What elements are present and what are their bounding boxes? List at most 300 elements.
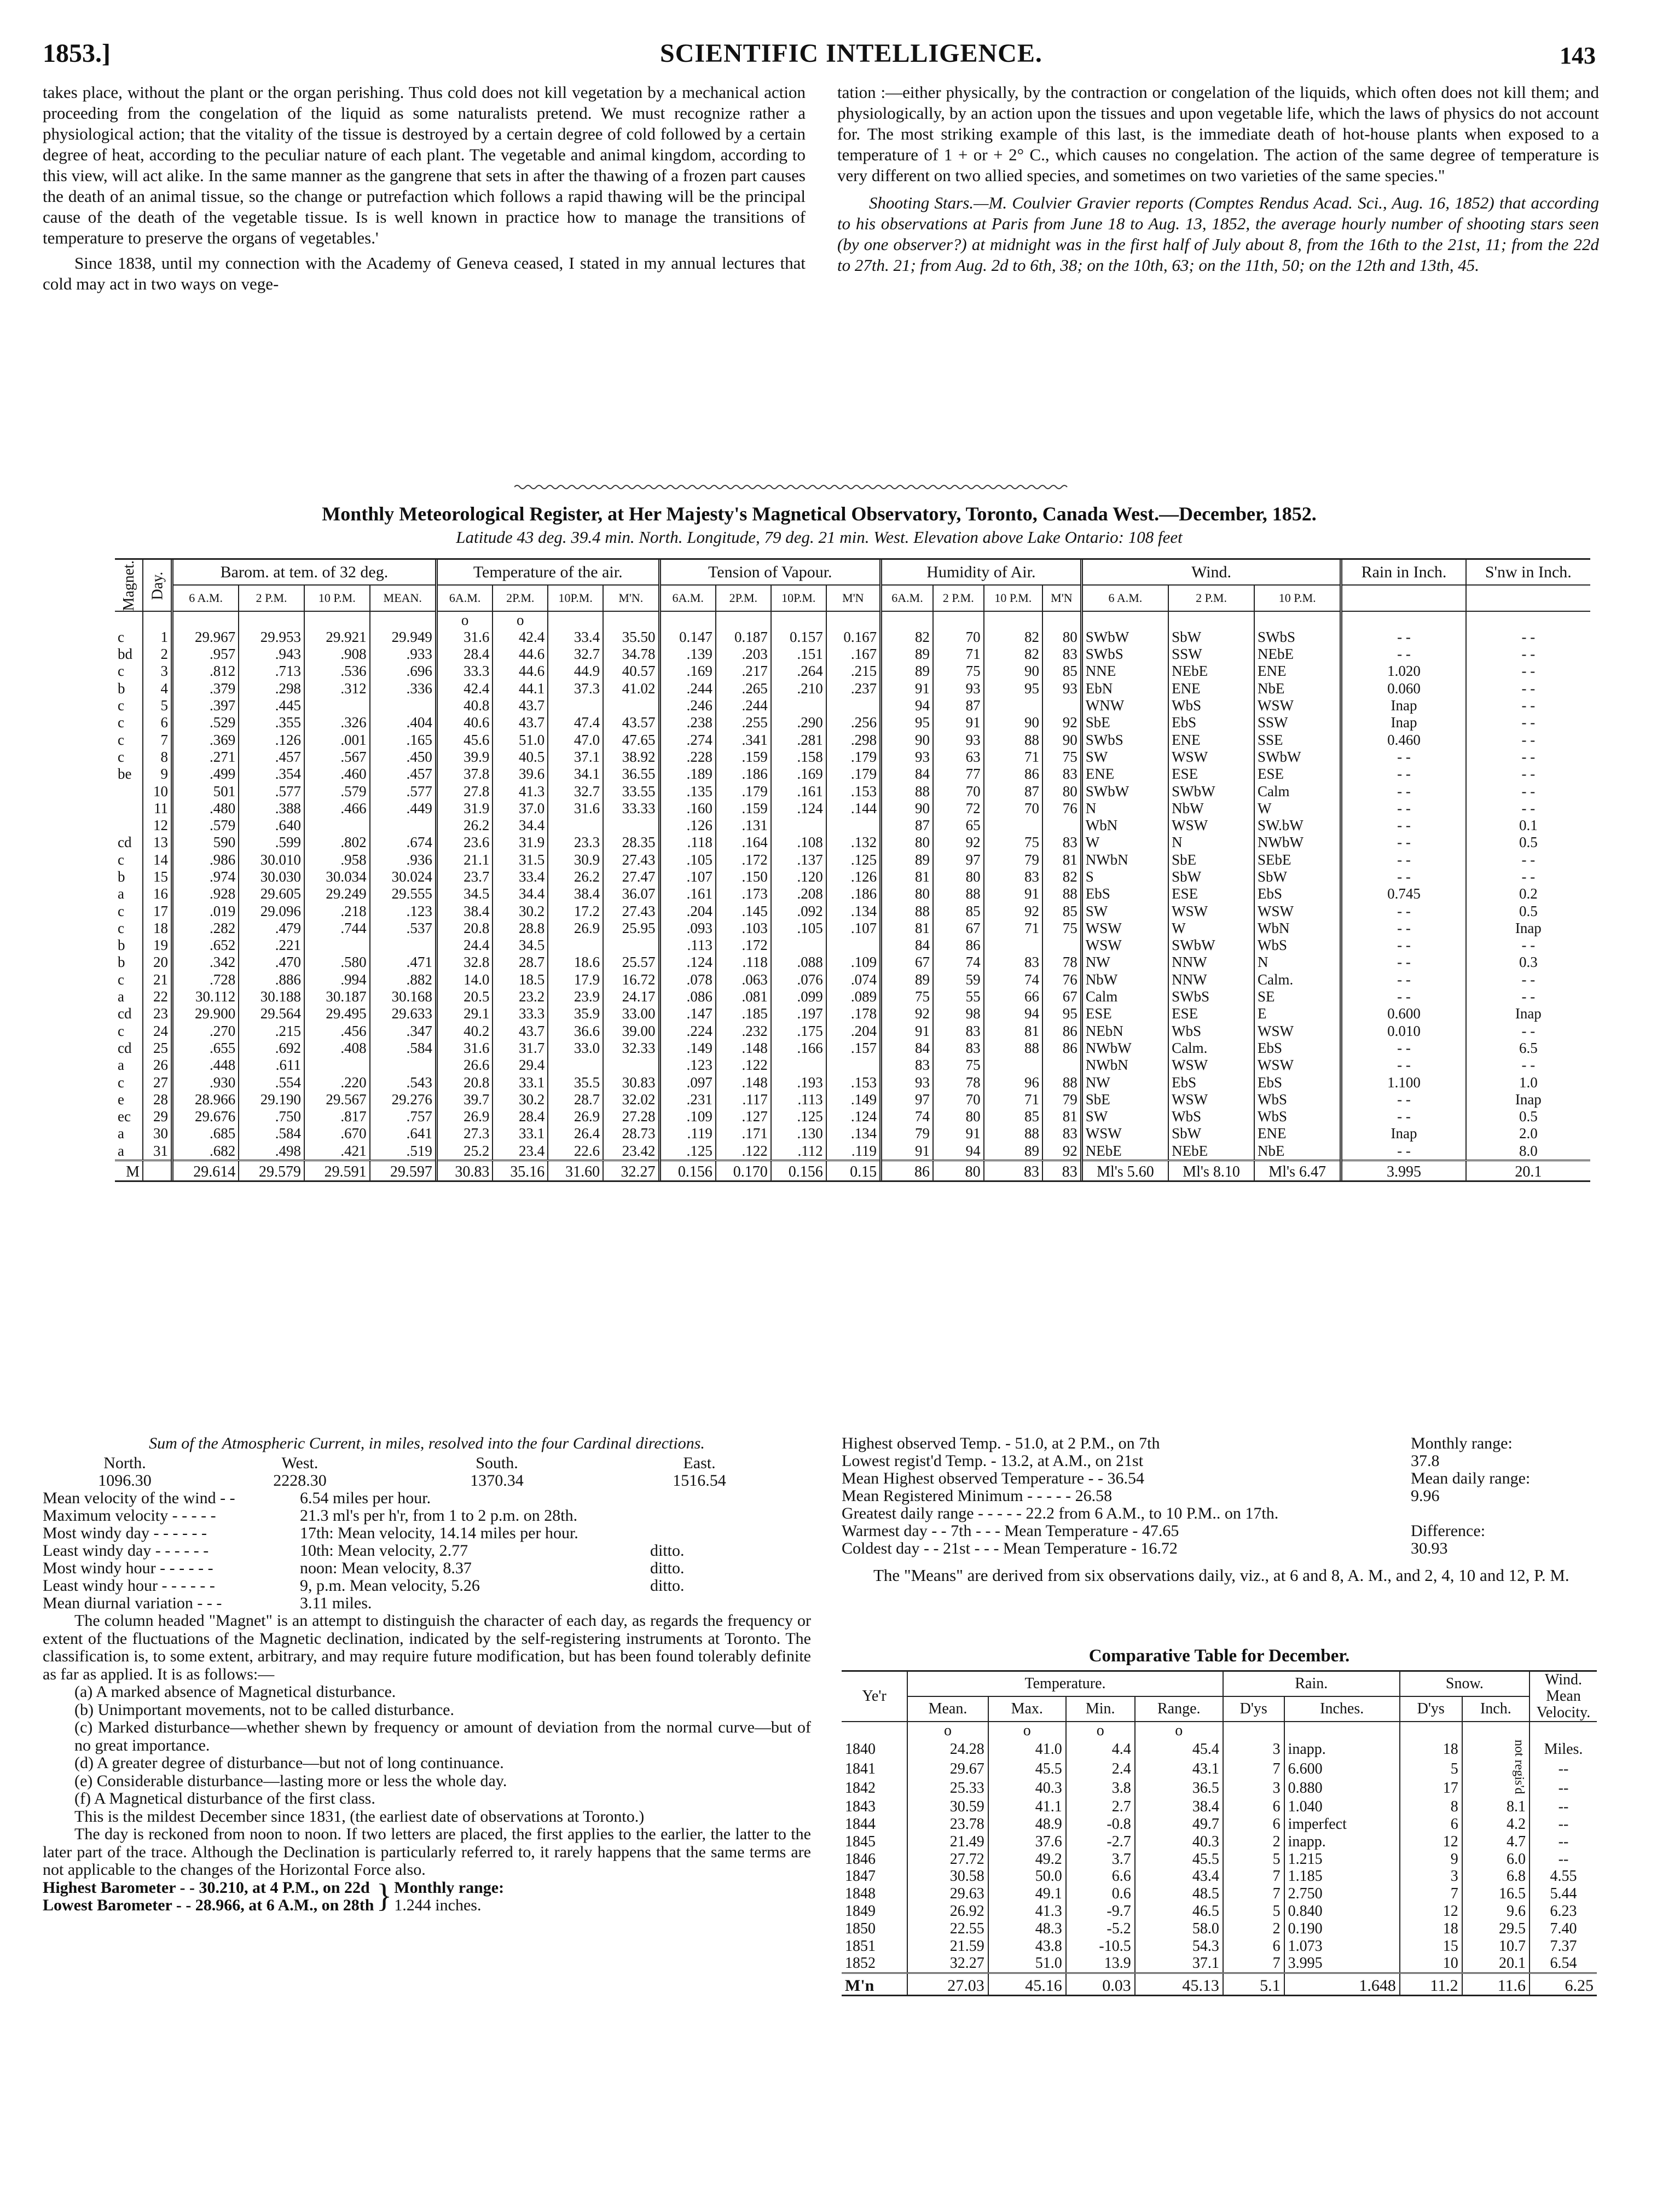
cell: 70	[933, 783, 984, 800]
cell: --	[1530, 1798, 1597, 1816]
sub-header: Range.	[1135, 1696, 1223, 1722]
cell: ENE	[1168, 732, 1254, 749]
cell: 28.8	[493, 920, 548, 937]
cell: 0.190	[1284, 1920, 1400, 1938]
cell	[603, 937, 659, 954]
cell	[771, 937, 826, 954]
cell: .611	[239, 1057, 304, 1074]
cell: SEbE	[1254, 851, 1341, 868]
cell: 30.034	[304, 868, 370, 885]
cell: .674	[370, 834, 437, 851]
cell: EbS	[1168, 1074, 1254, 1091]
sub-header: Inch.	[1462, 1696, 1530, 1722]
stat-value: 10th: Mean velocity, 2.77	[300, 1542, 468, 1560]
degree-row	[842, 1722, 1597, 1740]
stat-label: Mean diurnal variation - - -	[43, 1594, 222, 1612]
temp-line	[842, 1452, 1597, 1470]
cell: 28.4	[436, 646, 493, 663]
cell: .958	[304, 851, 370, 868]
table-row	[115, 851, 1590, 868]
cell: .119	[659, 1125, 716, 1142]
cell: 40.3	[1135, 1833, 1223, 1851]
cell: .131	[716, 817, 771, 834]
cell: 6.600	[1284, 1759, 1400, 1779]
cell: Ml's 6.47	[1254, 1161, 1341, 1181]
cell: 23.7	[436, 868, 493, 885]
table-row	[115, 629, 1590, 646]
cell: - -	[1341, 1057, 1466, 1074]
cell: NEbE	[1168, 1143, 1254, 1161]
cell: 31	[143, 1143, 172, 1161]
cell: 30.187	[304, 988, 370, 1005]
cell: 75	[933, 1057, 984, 1074]
cell: 1.215	[1284, 1851, 1400, 1868]
sub-header: MEAN.	[370, 585, 437, 611]
cell: NEbN	[1081, 1023, 1168, 1040]
cell: EbS	[1254, 1040, 1341, 1057]
temp-label: Warmest day - - 7th - - - Mean Temperature - 47.65	[842, 1522, 1179, 1540]
cell: - -	[1466, 697, 1590, 714]
cell: 0.156	[771, 1161, 826, 1181]
cell: Inap	[1466, 1005, 1590, 1022]
cell: WbS	[1168, 1023, 1254, 1040]
cell: .449	[370, 800, 437, 817]
dir-label: West.	[281, 1454, 318, 1472]
cell: 87	[933, 697, 984, 714]
cell: NEbE	[1168, 663, 1254, 680]
cell: 22.6	[548, 1143, 603, 1161]
cell: .145	[716, 903, 771, 920]
cell	[1400, 1722, 1462, 1740]
cell: 29.900	[172, 1005, 239, 1022]
cell: .529	[172, 714, 239, 731]
cell: 0.5	[1466, 1108, 1590, 1125]
sub-header: 2 P.M.	[239, 585, 304, 611]
cell: Inap	[1466, 1091, 1590, 1108]
cell: 83	[1042, 646, 1081, 663]
cell: 13.9	[1066, 1955, 1135, 1973]
cell: 20.5	[436, 988, 493, 1005]
cell: 27.47	[603, 868, 659, 885]
stat-line	[43, 1595, 811, 1612]
table-row	[115, 1023, 1590, 1040]
cell: Ml's 5.60	[1081, 1161, 1168, 1181]
cell: - -	[1341, 749, 1466, 766]
cell: 29.495	[304, 1005, 370, 1022]
cell: 23.9	[548, 988, 603, 1005]
cell: 5	[1223, 1903, 1284, 1920]
stat-value: noon: Mean velocity, 8.37	[300, 1559, 472, 1577]
cell	[1462, 1740, 1530, 1798]
cell: .203	[716, 646, 771, 663]
sub-header: 6A.M.	[881, 585, 933, 611]
cell: .169	[659, 663, 716, 680]
cell: 71	[984, 920, 1042, 937]
cell: -0.8	[1066, 1816, 1135, 1833]
cell: 1842	[845, 1780, 876, 1797]
cell: .685	[172, 1125, 239, 1142]
cell: .312	[304, 680, 370, 697]
cell: .584	[239, 1125, 304, 1142]
cell: .157	[826, 1040, 881, 1057]
temp-label: Mean Highest observed Temperature - - 36.54	[842, 1469, 1145, 1487]
cell: 41.0	[988, 1740, 1066, 1759]
cell: 85	[933, 903, 984, 920]
cell: .974	[172, 868, 239, 885]
cell: .178	[826, 1005, 881, 1022]
stat-value: 17th: Mean velocity, 14.14 miles per hour.	[300, 1524, 578, 1542]
cell: .397	[172, 697, 239, 714]
cell: 82	[984, 646, 1042, 663]
cell: .450	[370, 749, 437, 766]
table-row	[115, 697, 1590, 714]
cell: NEbE	[1254, 646, 1341, 663]
cell: Miles.	[1530, 1740, 1597, 1759]
cell: WbS	[1254, 937, 1341, 954]
cell: 1.040	[1284, 1798, 1400, 1816]
cell	[771, 697, 826, 714]
cell: c	[118, 697, 124, 714]
cell	[1223, 1722, 1284, 1740]
cell	[1466, 611, 1590, 629]
cell: .457	[370, 766, 437, 783]
cell: 30	[143, 1125, 172, 1142]
table-row	[842, 1885, 1597, 1903]
cell: c	[118, 919, 124, 936]
cell: 44.1	[493, 680, 548, 697]
cell: - -	[1341, 800, 1466, 817]
cell: .185	[716, 1005, 771, 1022]
cell: c	[118, 714, 124, 731]
cell	[1042, 937, 1081, 954]
cell: 93	[933, 732, 984, 749]
cell: - -	[1466, 783, 1590, 800]
temp-line	[842, 1470, 1597, 1487]
temp-value: Monthly range:	[1411, 1434, 1513, 1452]
col-barometer: Barom. at tem. of 32 deg.	[172, 560, 437, 585]
cell: ESE	[1168, 885, 1254, 902]
cell: 87	[881, 817, 933, 834]
cell: .127	[716, 1108, 771, 1125]
sub-header: 10 P.M.	[984, 585, 1042, 611]
cell: 26.2	[548, 868, 603, 885]
cell: .112	[771, 1143, 826, 1161]
cell: NWbW	[1254, 834, 1341, 851]
cell: c	[118, 731, 124, 748]
cell: .161	[771, 783, 826, 800]
cell: .682	[172, 1143, 239, 1161]
cell: 32.33	[603, 1040, 659, 1057]
cell: 29.4	[493, 1057, 548, 1074]
cell: SWbS	[1254, 629, 1341, 646]
cell: - -	[1341, 851, 1466, 868]
cell: 24.17	[603, 988, 659, 1005]
cell: 74	[984, 971, 1042, 988]
magnet-note: (e) Considerable disturbance—lasting more or less the whole day.	[74, 1771, 507, 1790]
sub-header: 2P.M.	[716, 585, 771, 611]
cell: -10.5	[1066, 1938, 1135, 1955]
temperature-summary	[842, 1435, 1597, 1586]
cell: 95	[984, 680, 1042, 697]
cell: 67	[881, 954, 933, 971]
cell: NbE	[1254, 680, 1341, 697]
stat-label: Mean velocity of the wind - -	[43, 1489, 235, 1507]
cell: .274	[659, 732, 716, 749]
cell: 39.6	[493, 766, 548, 783]
cell: 80	[881, 834, 933, 851]
cell: 42.4	[436, 680, 493, 697]
cell: 33.4	[548, 629, 603, 646]
sub-header: 2 P.M.	[1168, 585, 1254, 611]
cell: 44.6	[493, 663, 548, 680]
cell	[826, 1057, 881, 1074]
cell: .210	[771, 680, 826, 697]
cell: 38.92	[603, 749, 659, 766]
stat-line	[43, 1542, 811, 1560]
cell: 36.5	[1135, 1778, 1223, 1798]
stat-line	[43, 1560, 811, 1577]
stat-value: 9, p.m. Mean velocity, 5.26	[300, 1577, 480, 1595]
magnet-note: (c) Marked disturbance—whether shewn by frequency or amount of deviation from the normal curve—but of no great importance.	[74, 1718, 811, 1754]
cell: .160	[659, 800, 716, 817]
cell: SW	[1081, 749, 1168, 766]
cell: 24.28	[907, 1740, 988, 1759]
cell: S	[1081, 868, 1168, 885]
cell: 67	[933, 920, 984, 937]
dir-label: East.	[683, 1454, 716, 1472]
cell: .089	[826, 988, 881, 1005]
cell: - -	[1466, 800, 1590, 817]
cell: NbW	[1168, 800, 1254, 817]
cell: 9	[1400, 1851, 1462, 1868]
cell: - -	[1466, 646, 1590, 663]
cell: 1.648	[1284, 1973, 1400, 1995]
cell: 0.3	[1466, 954, 1590, 971]
cell	[1284, 1722, 1400, 1740]
cell: o	[493, 611, 548, 629]
cell: 43.57	[603, 714, 659, 731]
cell: .802	[304, 834, 370, 851]
cell: 6.23	[1530, 1903, 1597, 1920]
cell: .930	[172, 1074, 239, 1091]
cell: 94	[984, 1005, 1042, 1022]
stat-line	[43, 1507, 811, 1525]
cell: WSW	[1254, 1057, 1341, 1074]
cell: 29.63	[907, 1885, 988, 1903]
cell: 88	[881, 783, 933, 800]
cell: .408	[304, 1040, 370, 1057]
cell: .224	[659, 1023, 716, 1040]
cell	[304, 937, 370, 954]
cell: 2.4	[1066, 1759, 1135, 1779]
cell: 86	[933, 937, 984, 954]
cell: SW	[1081, 903, 1168, 920]
cell: 7	[1223, 1868, 1284, 1885]
cell: NNE	[1081, 663, 1168, 680]
cell: 0.880	[1284, 1778, 1400, 1798]
cell: 4.4	[1066, 1740, 1135, 1759]
cell: 40.57	[603, 663, 659, 680]
cell: 7	[1223, 1955, 1284, 1973]
cell: 39.9	[436, 749, 493, 766]
cell: .215	[826, 663, 881, 680]
cell: 31.9	[493, 834, 548, 851]
cell: .479	[239, 920, 304, 937]
cell: SWbW	[1081, 783, 1168, 800]
cell: 32.7	[548, 783, 603, 800]
cell: .204	[826, 1023, 881, 1040]
cell: .342	[172, 954, 239, 971]
cell: 0.600	[1341, 1005, 1466, 1022]
barometer-extremes	[43, 1879, 811, 1914]
cell: SbE	[1168, 851, 1254, 868]
cell: 10	[143, 783, 172, 800]
cell: 23.78	[907, 1816, 988, 1833]
cell: .126	[239, 732, 304, 749]
cell: 85	[1042, 903, 1081, 920]
cell: 82	[881, 629, 933, 646]
cell: 92	[1042, 714, 1081, 731]
cell: .125	[771, 1108, 826, 1125]
cell	[548, 1057, 603, 1074]
cell: 30.168	[370, 988, 437, 1005]
cell: 80	[1042, 783, 1081, 800]
dir-value: 1516.54	[673, 1471, 726, 1490]
cell: 83	[984, 1161, 1042, 1181]
cell: .193	[771, 1074, 826, 1091]
cell: c	[118, 902, 124, 919]
cell: 37.1	[1135, 1955, 1223, 1973]
cell: .271	[172, 749, 239, 766]
cell: 27.43	[603, 851, 659, 868]
cell	[603, 697, 659, 714]
cell: 29.5	[1462, 1920, 1530, 1938]
cell	[304, 697, 370, 714]
cell: 0.15	[826, 1161, 881, 1181]
temp-value: 37.8	[1411, 1452, 1440, 1470]
cell: 75	[984, 834, 1042, 851]
cell: .113	[771, 1091, 826, 1108]
cell: 6.25	[1530, 1973, 1597, 1995]
cell: 5	[1223, 1851, 1284, 1868]
cell: .122	[716, 1143, 771, 1161]
cell: 26.2	[436, 817, 493, 834]
cell: 48.9	[988, 1816, 1066, 1833]
table-row	[115, 1074, 1590, 1091]
cell: .498	[239, 1143, 304, 1161]
temp-label: Lowest regist'd Temp. - 13.2, at A.M., on 21st	[842, 1452, 1144, 1470]
cell: 88	[1042, 885, 1081, 902]
cell: 5	[143, 697, 172, 714]
cell	[172, 611, 239, 629]
temp-value: Difference:	[1411, 1522, 1486, 1540]
cell: .232	[716, 1023, 771, 1040]
cell: 1.0	[1466, 1074, 1590, 1091]
cell: .298	[826, 732, 881, 749]
cell: inapp.	[1284, 1740, 1400, 1759]
cell: .149	[826, 1091, 881, 1108]
cell: .078	[659, 971, 716, 988]
notes-intro: The column headed "Magnet" is an attempt to distinguish the character of each day, as regards the frequency or extent of the fluctuations of the Magnetic declination, indicated by the self-registering instruments at Toronto. The classification is, to some extent, arbitrary, and may require future modification, but has been found tolerably definite as far as applied. It is as follows:—	[43, 1612, 811, 1683]
cell: .220	[304, 1074, 370, 1091]
cell: .933	[370, 646, 437, 663]
cell: imperfect	[1284, 1816, 1400, 1833]
cell: 27.3	[436, 1125, 493, 1142]
cell: SW.bW	[1254, 817, 1341, 834]
cell: - -	[1341, 971, 1466, 988]
cell: WSW	[1168, 1091, 1254, 1108]
cell: .135	[659, 783, 716, 800]
register-title: Monthly Meteorological Register, at Her Majesty's Magnetical Observatory, Toronto, Canada West.—December, 1852.	[322, 503, 1317, 525]
cell: 23	[143, 1005, 172, 1022]
cell: .019	[172, 903, 239, 920]
cell: - -	[1466, 663, 1590, 680]
cell: 32.02	[603, 1091, 659, 1108]
cell: 51.0	[493, 732, 548, 749]
cell: 84	[881, 937, 933, 954]
cell	[659, 611, 716, 629]
cell: 26.6	[436, 1057, 493, 1074]
cell: 88	[1042, 1074, 1081, 1091]
cell: 31.60	[548, 1161, 603, 1181]
cell: 7	[1223, 1885, 1284, 1903]
cell: .886	[239, 971, 304, 988]
cell: .457	[239, 749, 304, 766]
cell: 75	[1042, 920, 1081, 937]
cell: .122	[716, 1057, 771, 1074]
cell: WbS	[1168, 1108, 1254, 1125]
stat-label: Least windy hour - - - - - -	[43, 1577, 215, 1595]
cell: 8	[1400, 1798, 1462, 1816]
cell: 36.6	[548, 1023, 603, 1040]
cell: WbN	[1081, 817, 1168, 834]
cell: 95	[881, 714, 933, 731]
cell: 74	[881, 1108, 933, 1125]
cell: - -	[1466, 988, 1590, 1005]
cell: 92	[881, 1005, 933, 1022]
cell: 74	[933, 954, 984, 971]
cell: 5.1	[1223, 1973, 1284, 1995]
cell: 0.745	[1341, 885, 1466, 902]
cell: .107	[659, 868, 716, 885]
cell: 45.13	[1135, 1973, 1223, 1995]
cell: 0.147	[659, 629, 716, 646]
cell: - -	[1466, 766, 1590, 783]
cell: 3	[143, 663, 172, 680]
cell: 501	[172, 783, 239, 800]
cell: - -	[1341, 868, 1466, 885]
sub-header: 6 A.M.	[172, 585, 239, 611]
cell	[603, 611, 659, 629]
cell: WNW	[1081, 697, 1168, 714]
page-header	[43, 38, 1596, 71]
cell: 3	[1223, 1778, 1284, 1798]
cell	[548, 817, 603, 834]
cell: 38.4	[548, 885, 603, 902]
cell: .986	[172, 851, 239, 868]
magnet-note: (a) A marked absence of Magnetical disturbance.	[74, 1683, 396, 1701]
cell	[826, 611, 881, 629]
cell: 45.5	[1135, 1851, 1223, 1868]
cell: 40.6	[436, 714, 493, 731]
cell: 48.3	[988, 1920, 1066, 1938]
cell: 90	[984, 663, 1042, 680]
cell: 43.7	[493, 697, 548, 714]
cell: - -	[1341, 1040, 1466, 1057]
table-row	[115, 783, 1590, 800]
cell: .093	[659, 920, 716, 937]
col-humidity: Humidity of Air.	[881, 560, 1082, 585]
